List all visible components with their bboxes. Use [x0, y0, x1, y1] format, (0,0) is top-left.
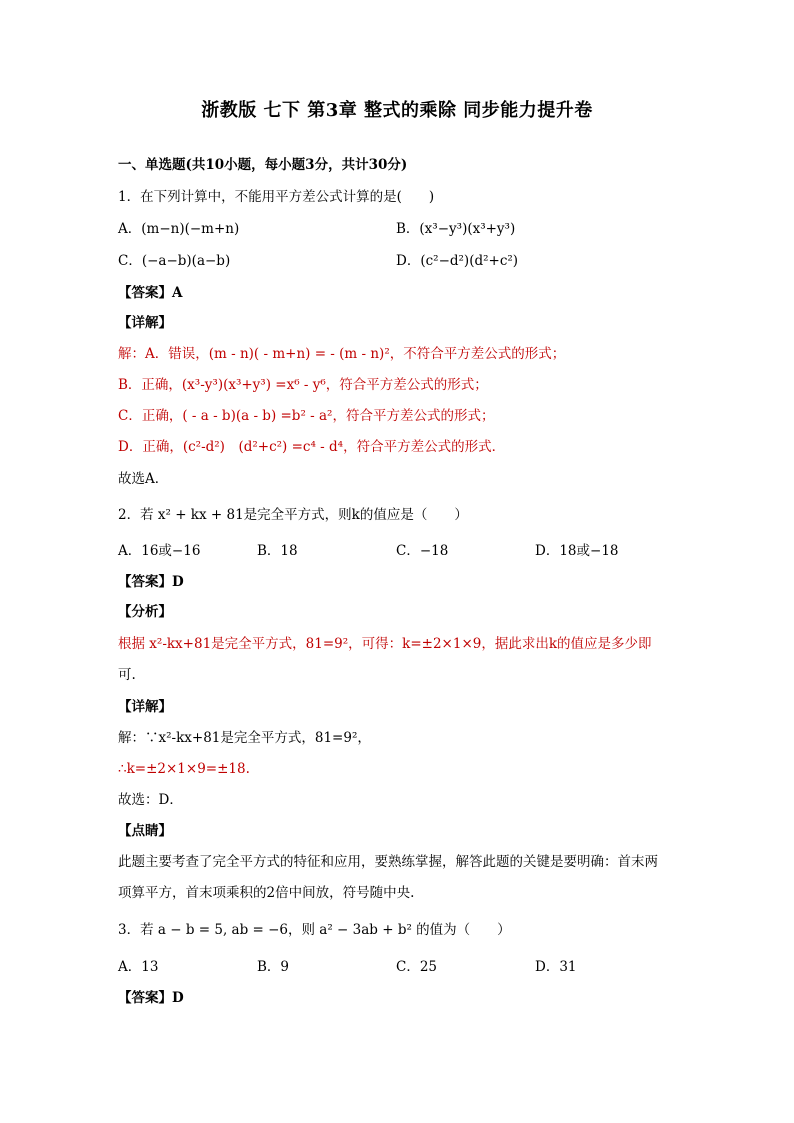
question-2-comment-label: 【点睛】 [118, 823, 172, 839]
question-3-stem: 3．若 a − b = 5, ab = −6，则 a² − 3ab + b² 的值为（ ） [118, 922, 511, 938]
question-2-analysis-line-2: 可. [118, 667, 136, 683]
question-3-option-d: D．31 [535, 959, 577, 975]
question-1-detail-line-3: C．正确，( - a - b)(a - b) =b² - a²，符合平方差公式的形式； [118, 408, 495, 424]
question-1-detail-line-2: B．正确，(x³-y³)(x³+y³) =x⁶ - y⁶，符合平方差公式的形式； [118, 377, 488, 393]
question-1-conclusion: 故选A． [118, 471, 169, 487]
question-1-detail-line-4: D．正确，(c²-d²) (d²+c²) =c⁴ - d⁴，符合平方差公式的形式． [118, 439, 506, 455]
question-2-detail-line-1: 解：∵x²-kx+81是完全平方式，81=9²， [118, 730, 371, 746]
question-2-detail-line-2: ∴k=±2×1×9=±18. [118, 761, 250, 777]
page-title: 浙教版 七下 第3章 整式的乘除 同步能力提升卷 [201, 100, 593, 121]
question-2-conclusion: 故选：D． [118, 792, 183, 808]
question-2-comment-line-2: 项算平方，首末项乘积的2倍中间放，符号随中央. [118, 885, 415, 901]
question-1-stem: 1．在下列计算中，不能用平方差公式计算的是( ) [118, 189, 435, 205]
question-2-comment-line-1: 此题主要考查了完全平方式的特征和应用，要熟练掌握，解答此题的关键是要明确：首末两 [118, 854, 658, 870]
question-1-answer: 【答案】A [118, 285, 183, 301]
question-1-option-d: D．(c²−d²)(d²+c²) [396, 253, 519, 269]
question-2-analysis-line-1: 根据 x²-kx+81是完全平方式，81=9²，可得：k=±2×1×9，据此求出k的值应是多少即 [118, 636, 652, 652]
question-3-option-b: B．9 [257, 959, 290, 975]
question-1-detail-line-1: 解：A．错误，(m - n)( - m+n) = - (m - n)²，不符合平方差公式的形式； [118, 346, 566, 362]
question-2-option-a: A．16或−16 [118, 543, 201, 559]
question-2-option-d: D．18或−18 [535, 543, 619, 559]
question-2-detail-label: 【详解】 [118, 699, 172, 715]
question-2-analysis-label: 【分析】 [118, 604, 172, 620]
question-2-option-b: B．18 [257, 543, 298, 559]
question-1-detail-label: 【详解】 [118, 315, 172, 331]
question-3-option-c: C．25 [396, 959, 438, 975]
question-3-option-a: A．13 [118, 959, 159, 975]
question-2-stem: 2．若 x² + kx + 81是完全平方式，则k的值应是（ ） [118, 507, 468, 523]
question-2-option-c: C．−18 [396, 543, 449, 559]
question-3-answer: 【答案】D [118, 990, 184, 1006]
question-1-option-b: B．(x³−y³)(x³+y³) [396, 221, 516, 237]
question-1-option-c: C．(−a−b)(a−b) [118, 253, 231, 269]
section-heading: 一、单选题(共10小题，每小题3分，共计30分) [118, 157, 408, 173]
question-2-answer: 【答案】D [118, 574, 184, 590]
question-1-option-a: A．(m−n)(−m+n) [118, 221, 240, 237]
